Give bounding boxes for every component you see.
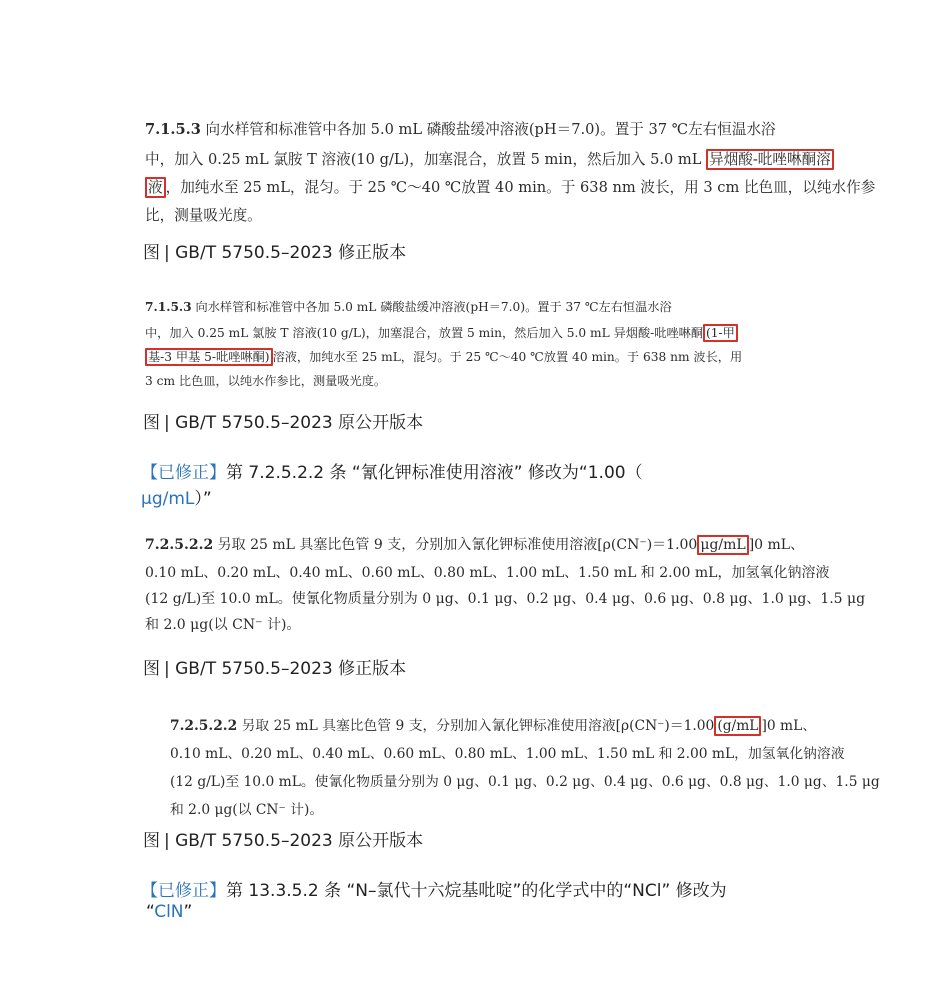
excerpt-line: 中，加入 0.25 mL 氯胺 T 溶液(10 g/L)，加塞混合，放置 5 min，然后加入 5.0 mL 异烟酸-吡唑啉酮 (1-甲 bbox=[145, 324, 738, 341]
figure-caption: 图 | GB/T 5750.5–2023 修正版本 bbox=[143, 659, 407, 679]
corrected-tag: 【已修正】 bbox=[141, 463, 226, 483]
highlight-box: 液 bbox=[145, 177, 166, 198]
correction-notice-line2: μg/mL）” bbox=[141, 489, 212, 509]
excerpt-line: 7.1.5.3 向水样管和标准管中各加 5.0 mL 磷酸盐缓冲溶液(pH＝7.0)。置于 37 ℃左右恒温水浴 bbox=[145, 121, 776, 138]
figure-caption: 图 | GB/T 5750.5–2023 修正版本 bbox=[143, 243, 407, 263]
correction-notice: 【已修正】第 13.3.5.2 条 “N–氯代十六烷基吡啶”的化学式中的“NCl” 修改为 bbox=[141, 881, 727, 901]
excerpt-line: 7.2.5.2.2 另取 25 mL 具塞比色管 9 支，分别加入氰化钾标准使用溶液[ρ(CN⁻)＝1.00 (g/mL ]0 mL、 bbox=[170, 718, 817, 734]
correction-notice-line2: “ClN” bbox=[146, 902, 193, 922]
figure-caption: 图 | GB/T 5750.5–2023 原公开版本 bbox=[143, 413, 424, 433]
highlight-box: μg/mL bbox=[697, 535, 748, 555]
excerpt-line: 和 2.0 μg(以 CN⁻ 计)。 bbox=[145, 617, 301, 633]
excerpt-line: 和 2.0 μg(以 CN⁻ 计)。 bbox=[170, 802, 324, 818]
excerpt-line: 液 ，加纯水至 25 mL，混匀。于 25 ℃～40 ℃放置 40 min。于 638 nm 波长，用 3 cm 比色皿，以纯水作参 bbox=[145, 176, 875, 197]
excerpt-line: 基-3 甲基 5-吡唑啉酮) 溶液，加纯水至 25 mL，混匀。于 25 ℃～40 ℃放置 40 min。于 638 nm 波长，用 bbox=[145, 348, 742, 365]
highlight-box: (g/mL bbox=[714, 716, 761, 736]
excerpt-line: 7.2.5.2.2 另取 25 mL 具塞比色管 9 支，分别加入氰化钾标准使用溶液[ρ(CN⁻)＝1.00 μg/mL ]0 mL、 bbox=[145, 537, 805, 553]
excerpt-line: 比，测量吸光度。 bbox=[145, 207, 262, 224]
excerpt-line: 7.1.5.3 向水样管和标准管中各加 5.0 mL 磷酸盐缓冲溶液(pH＝7.0)。置于 37 ℃左右恒温水浴 bbox=[145, 300, 672, 314]
highlight-box: (1-甲 bbox=[703, 324, 738, 342]
excerpt-line: 0.10 mL、0.20 mL、0.40 mL、0.60 mL、0.80 mL、1.00 mL、1.50 mL 和 2.00 mL，加氢氧化钠溶液 bbox=[145, 565, 830, 581]
excerpt-line: 3 cm 比色皿，以纯水作参比，测量吸光度。 bbox=[145, 374, 387, 388]
figure-caption: 图 | GB/T 5750.5–2023 原公开版本 bbox=[143, 831, 424, 851]
excerpt-line: 中，加入 0.25 mL 氯胺 T 溶液(10 g/L)，加塞混合，放置 5 min，然后加入 5.0 mL 异烟酸-吡唑啉酮溶 bbox=[145, 148, 834, 169]
excerpt-line: (12 g/L)至 10.0 mL。使氰化物质量分别为 0 μg、0.1 μg、0.2 μg、0.4 μg、0.6 μg、0.8 μg、1.0 μg、1.5 μg bbox=[145, 591, 866, 607]
highlight-box: 基-3 甲基 5-吡唑啉酮) bbox=[145, 348, 273, 366]
corrected-tag: 【已修正】 bbox=[141, 881, 226, 901]
correction-notice: 【已修正】第 7.2.5.2.2 条 “氰化钾标准使用溶液” 修改为“1.00（ bbox=[141, 463, 643, 483]
excerpt-line: 0.10 mL、0.20 mL、0.40 mL、0.60 mL、0.80 mL、1.00 mL、1.50 mL 和 2.00 mL，加氢氧化钠溶液 bbox=[170, 746, 845, 762]
highlight-box: 异烟酸-吡唑啉酮溶 bbox=[706, 149, 834, 170]
excerpt-line: (12 g/L)至 10.0 mL。使氰化物质量分别为 0 μg、0.1 μg、0.2 μg、0.4 μg、0.6 μg、0.8 μg、1.0 μg、1.5 μg bbox=[170, 774, 880, 790]
